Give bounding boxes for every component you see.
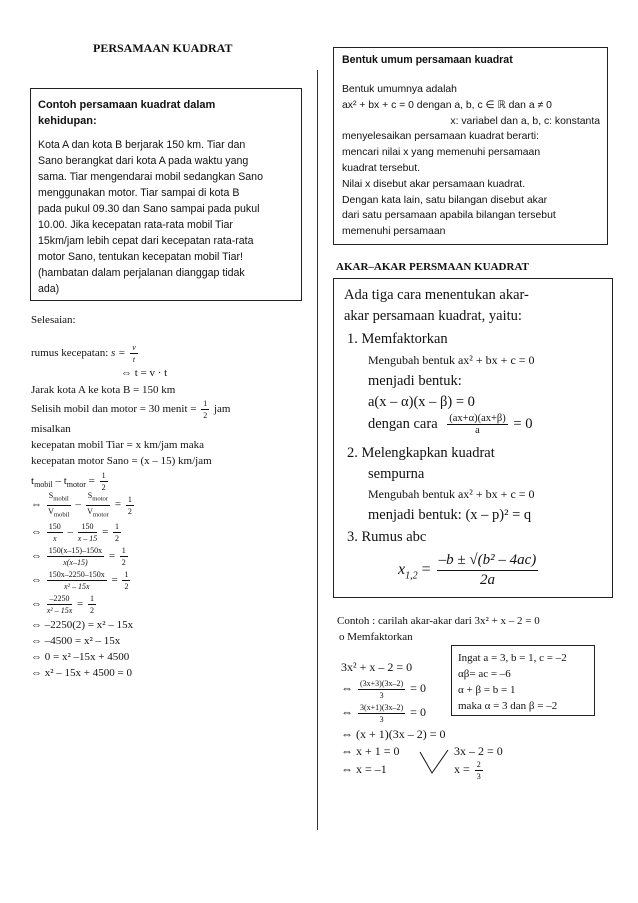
example-line: 10.00. Jika kecepatan rata-rata mobil Tiar <box>38 219 233 231</box>
car-speed-line: kecepatan mobil Tiar = x km/jam maka <box>31 439 205 451</box>
example-heading-2: kehidupan: <box>38 115 97 127</box>
example-line: 15km/jam lebih cepat dari kecepatan rata-rata <box>38 235 254 247</box>
step-2: ⇔ $\frac{150}{x}$ – $\frac{150}{x - 15}$ = $\frac{1}{2}$ <box>31 522 120 544</box>
example-line: Sano berangkat dari kota A pada waktu yang <box>38 155 249 167</box>
method-1-line: menjadi bentuk: <box>368 373 462 389</box>
velocity-formula-2: ⇔ t = v · t <box>121 367 168 379</box>
method-1-factor: dengan cara $\frac{(ax+\alpha)(ax+\beta)}{a}$ = 0 <box>368 413 533 436</box>
roots-intro: akar persamaan kuadrat, yaitu: <box>344 308 522 324</box>
or-checkmark-icon <box>418 748 450 776</box>
example2-eq2: ⇔ $\frac{(3x+3)(3x-2)}{3}$ = 0 <box>341 678 426 700</box>
step-5: ⇔ $\frac{-2250}{\text{x² – 15x}}$ = $\frac{1}{2}$ <box>31 594 94 616</box>
hint-line: α + β = b = 1 <box>458 684 516 696</box>
page-title: PERSAMAAN KUADRAT <box>93 41 233 55</box>
time-difference-line: Selisih mobil dan motor = 30 menit = $\frac{1}{2}$ jam <box>31 399 231 420</box>
general-line: Bentuk umumnya adalah <box>342 84 457 95</box>
example2-eq1: 3x² + x – 2 = 0 <box>341 660 413 674</box>
example-line: sama. Tiar mengendarai mobil sedangkan Sano <box>38 171 263 183</box>
general-line: kuadrat tersebut. <box>342 162 420 174</box>
roots-methods-box <box>333 278 613 598</box>
general-line: ax² + bx + c = 0 dengan a, b, c ∈ ℝ dan a ≠ 0 <box>342 99 552 111</box>
formula-lhs: s = <box>111 347 129 360</box>
example2-bullet: o Memfaktorkan <box>339 631 413 643</box>
formula-label: rumus kecepatan: <box>31 347 112 360</box>
suppose-line: misalkan <box>31 423 71 435</box>
example2-eq3: ⇔ $\frac{3(x+1)(3x-2)}{3}$ = 0 <box>341 702 426 724</box>
general-line: memenuhi persamaan <box>342 226 446 238</box>
method-3-title: 3. Rumus abc <box>347 529 427 545</box>
general-line: mencari nilai x yang memenuhi persamaan <box>342 147 541 159</box>
example2-eq6b: x = $\frac{2}{3}$ <box>454 759 481 781</box>
hint-line: Ingat a = 3, b = 1, c = –2 <box>458 652 567 664</box>
example2-eq5b: 3x – 2 = 0 <box>454 744 503 758</box>
general-form-heading: Bentuk umum persamaan kuadrat <box>342 54 513 66</box>
solution-label: Selesaian: <box>31 314 76 326</box>
step-1: ⇔ $S_{mobil}$ $V_{mobil}$ – $S_{motor}$ $V_{motor}$ = $\frac{1}{2}$ <box>31 491 132 519</box>
example-line: menggunakan motor. Tiar sampai di kota B <box>38 187 240 199</box>
example-line: Kota A dan kota B berjarak 150 km. Tiar dan <box>38 139 246 151</box>
example2-eq4: ⇔ (x + 1)(3x – 2) = 0 <box>341 727 446 741</box>
final-step: ⇔ 0 = x² –15x + 4500 <box>31 651 130 663</box>
derivation-steps <box>31 490 136 616</box>
motor-speed-line: kecepatan motor Sano = (x – 15) km/jam <box>31 455 212 467</box>
method-2-title: 2. Melengkapkan kuadrat sempurna <box>347 445 495 482</box>
final-step: ⇔ x² – 15x + 4500 = 0 <box>31 667 132 679</box>
roots-intro: Ada tiga cara menentukan akar- <box>344 287 529 303</box>
final-step: ⇔ –4500 = x² – 15x <box>31 635 121 647</box>
roots-heading: AKAR–AKAR PERSMAAN KUADRAT <box>336 261 529 273</box>
time-equation: $t_{mobil} - t_{motor}$ = $\frac{1}{2}$ <box>31 471 106 492</box>
example-line: (hambatan dalam perjalanan dianggap tidak <box>38 267 245 279</box>
column-divider <box>317 70 318 830</box>
general-line: dari satu persamaan apabila bilangan tersebut <box>342 210 556 222</box>
hint-line: αβ= ac = –6 <box>458 668 511 680</box>
hint-box <box>451 645 595 716</box>
hint-line: maka α = 3 dan β = –2 <box>458 700 558 712</box>
general-form-box <box>333 47 608 245</box>
example-line: motor Sano, tentukan kecepatan mobil Tiar! <box>38 251 243 263</box>
example2-eq6a: ⇔ x = –1 <box>341 762 387 776</box>
v-over-t: $\frac{v}{t}$ <box>132 343 136 364</box>
example2-eq5a: ⇔ x + 1 = 0 <box>341 744 400 758</box>
example-line: ada) <box>38 283 60 295</box>
velocity-formula <box>31 342 140 365</box>
distance-line: Jarak kota A ke kota B = 150 km <box>31 384 176 396</box>
general-line: menyelesaikan persamaan kuadrat berarti: <box>342 131 539 143</box>
final-step: ⇔ –2250(2) = x² – 15x <box>31 619 134 631</box>
example-heading-1: Contoh persamaan kuadrat dalam <box>38 99 216 111</box>
method-1-title: 1. Memfaktorkan <box>347 331 448 347</box>
example-line: pada pukul 09.30 dan Sano sampai pada pukul <box>38 203 260 215</box>
method-1-line: Mengubah bentuk ax² + bx + c = 0 <box>368 353 535 367</box>
example-box <box>30 88 302 301</box>
example2-line: Contoh : carilah akar-akar dari 3x² + x – 2 = 0 <box>337 615 540 627</box>
step-4: ⇔ $\frac{150x-2250-150x}{\text{x² – 15x}}$ = $\frac{1}{2}$ <box>31 570 129 592</box>
method-2-line: menjadi bentuk: (x – p)² = q <box>368 507 532 523</box>
method-1-line: a(x – α)(x – β) = 0 <box>368 394 475 410</box>
method-2-line: Mengubah bentuk ax² + bx + c = 0 <box>368 487 535 501</box>
abc-formula: $x_{1,2}$ = $\frac{\text{–b ± √(b² – 4ac)}}{2a}$ <box>398 552 537 588</box>
general-line: Dengan kata lain, satu bilangan disebut akar <box>342 194 548 206</box>
general-line: Nilai x disebut akar persamaan kuadrat. <box>342 178 526 190</box>
general-line: x: variabel dan a, b, c: konstanta <box>450 115 600 127</box>
step-3: ⇔ $\frac{150(x-15)-150x}{x(x-15)}$ = $\frac{1}{2}$ <box>31 546 126 568</box>
